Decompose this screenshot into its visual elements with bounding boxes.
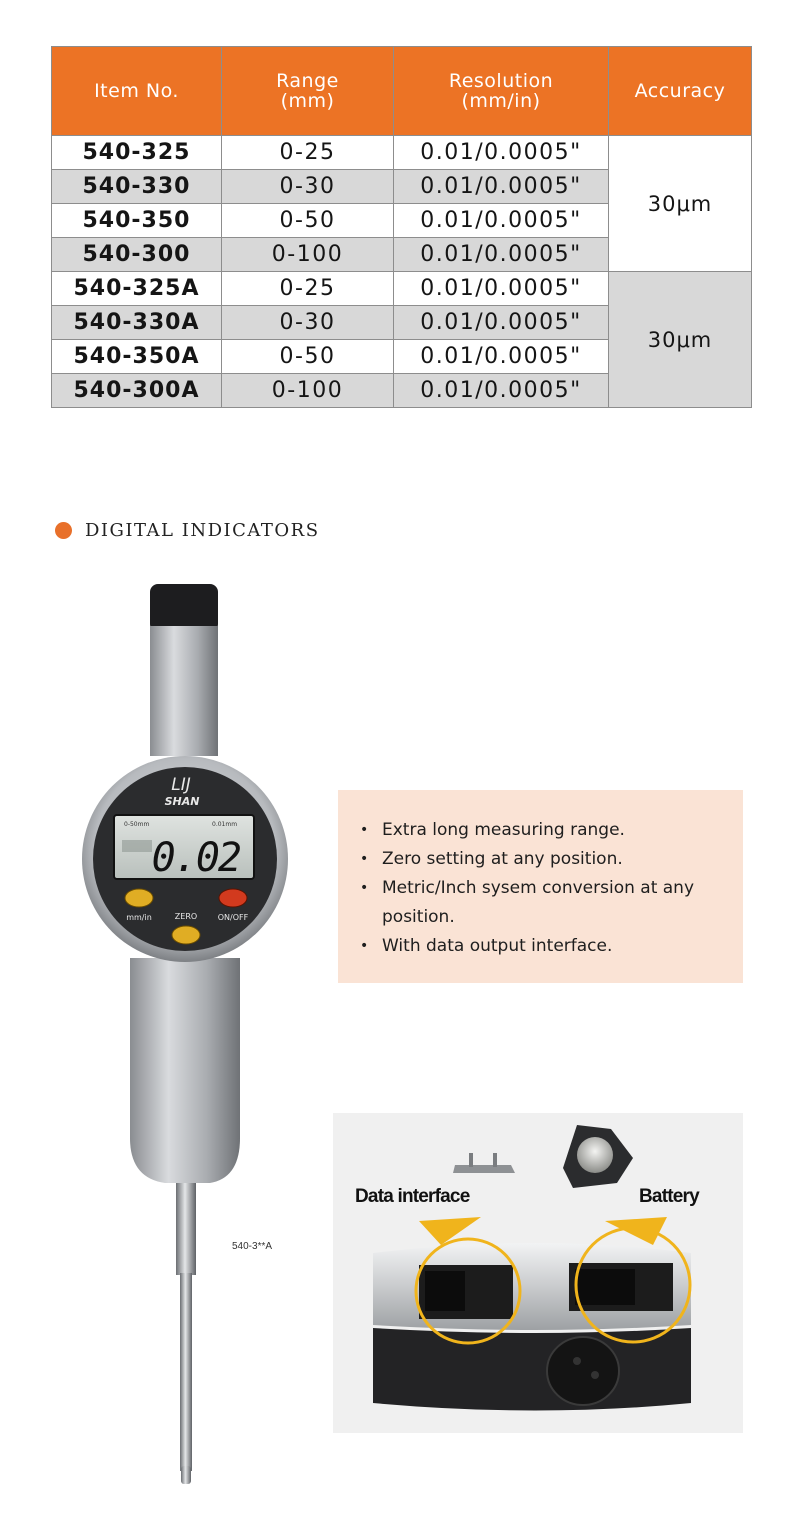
spindle xyxy=(180,1273,192,1471)
upper-tube xyxy=(150,626,218,756)
lcd-reading: 0.02 xyxy=(151,835,240,881)
feature-list xyxy=(360,816,743,961)
header-accuracy: Accuracy xyxy=(609,47,752,136)
resolution-cell: 0.01/0.0005" xyxy=(394,272,609,306)
top-cap xyxy=(150,584,218,632)
connector-pin xyxy=(493,1153,497,1167)
resolution-cell: 0.01/0.0005" xyxy=(394,340,609,374)
list-item: • Zero setting at any position. xyxy=(360,845,743,874)
detail-illustration xyxy=(333,1113,743,1433)
bullet-icon: • xyxy=(360,851,369,867)
item-no-cell: 540-300A xyxy=(52,374,222,408)
battery-slot xyxy=(575,1269,635,1305)
clamp-knob xyxy=(547,1337,619,1405)
header-range: Range (mm) xyxy=(222,47,394,136)
resolution-cell: 0.01/0.0005" xyxy=(394,238,609,272)
resolution-cell: 0.01/0.0005" xyxy=(394,374,609,408)
range-cell: 0-30 xyxy=(222,170,394,204)
bullet-dot-icon xyxy=(55,522,72,539)
item-no-cell: 540-350 xyxy=(52,204,222,238)
connector-part xyxy=(453,1165,515,1173)
range-cell: 0-25 xyxy=(222,272,394,306)
brand-name: SHAN xyxy=(164,795,200,808)
item-no-cell: 540-350A xyxy=(52,340,222,374)
resolution-cell: 0.01/0.0005" xyxy=(394,306,609,340)
knob-hole xyxy=(573,1357,581,1365)
table-row xyxy=(52,272,752,306)
header-resolution: Resolution (mm/in) xyxy=(394,47,609,136)
model-label: 540-3**A xyxy=(232,1241,273,1252)
header-item-no: Item No. xyxy=(52,47,222,136)
lcd-indicator-segment xyxy=(122,840,152,852)
digital-indicator-illustration xyxy=(80,578,300,1498)
stem-sleeve xyxy=(176,1183,196,1275)
bullet-icon: • xyxy=(360,880,369,896)
section-title: DIGITAL INDICATORS xyxy=(85,520,320,541)
lcd-resolution-label: 0.01mm xyxy=(212,821,238,828)
brand-logo-icon: LIJ xyxy=(171,775,191,795)
range-cell: 0-25 xyxy=(222,136,394,170)
list-item: • Extra long measuring range. xyxy=(360,816,743,845)
item-no-cell: 540-330A xyxy=(52,306,222,340)
features-box xyxy=(338,790,743,983)
resolution-cell: 0.01/0.0005" xyxy=(394,170,609,204)
range-cell: 0-50 xyxy=(222,340,394,374)
battery-cell xyxy=(577,1137,613,1173)
range-cell: 0-30 xyxy=(222,306,394,340)
range-cell: 0-100 xyxy=(222,238,394,272)
lcd-range-label: 0-50mm xyxy=(124,821,150,828)
mm-in-label: mm/in xyxy=(126,913,152,922)
item-no-cell: 540-325A xyxy=(52,272,222,306)
data-port-slot xyxy=(425,1271,465,1311)
section-heading xyxy=(55,520,320,541)
resolution-cell: 0.01/0.0005" xyxy=(394,204,609,238)
battery-label: Battery xyxy=(639,1186,699,1207)
on-off-label: ON/OFF xyxy=(217,913,249,922)
knob-hole xyxy=(591,1371,599,1379)
zero-label: ZERO xyxy=(174,912,198,921)
accuracy-cell: 30μm xyxy=(609,136,752,272)
table-row xyxy=(52,136,752,170)
range-cell: 0-100 xyxy=(222,374,394,408)
on-off-button[interactable] xyxy=(219,889,247,907)
item-no-cell: 540-325 xyxy=(52,136,222,170)
item-no-cell: 540-300 xyxy=(52,238,222,272)
zero-button[interactable] xyxy=(172,926,200,944)
spec-table xyxy=(51,46,752,408)
lower-body xyxy=(130,958,240,1183)
contact-point xyxy=(181,1466,191,1484)
accuracy-cell: 30μm xyxy=(609,272,752,408)
resolution-cell: 0.01/0.0005" xyxy=(394,136,609,170)
bullet-icon: • xyxy=(360,938,369,954)
item-no-cell: 540-330 xyxy=(52,170,222,204)
range-cell: 0-50 xyxy=(222,204,394,238)
list-item: • Metric/Inch sysem conversion at any position. xyxy=(360,874,743,932)
bullet-icon: • xyxy=(360,822,369,838)
list-item: • With data output interface. xyxy=(360,932,743,961)
mm-in-button[interactable] xyxy=(125,889,153,907)
detail-photo xyxy=(333,1113,743,1433)
table-header-row xyxy=(52,47,752,136)
connector-pin xyxy=(469,1153,473,1167)
data-interface-label: Data interface xyxy=(355,1186,470,1207)
